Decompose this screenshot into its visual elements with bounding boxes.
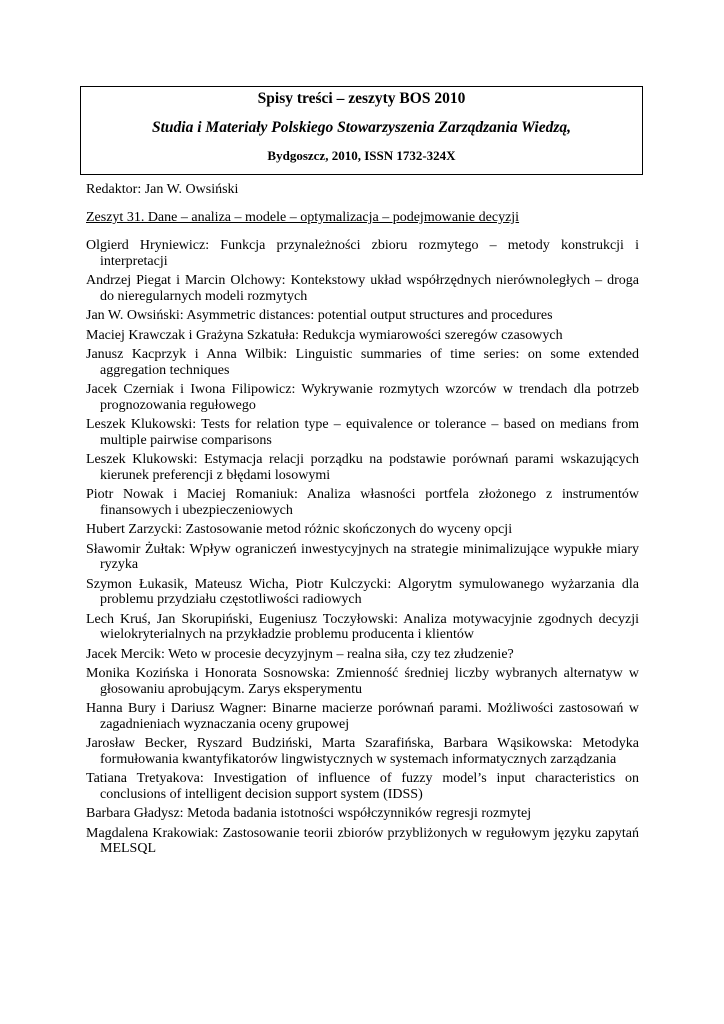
toc-entry: Sławomir Żułtak: Wpływ ograniczeń inwestycyjnych na strategie minimalizujące wypukłe miary ryzyka xyxy=(86,541,639,572)
page-title: Spisy treści – zeszyty BOS 2010 xyxy=(257,90,466,107)
toc-entry: Hanna Bury i Dariusz Wagner: Binarne macierze porównań parami. Możliwości zastosowań w zagadnieniach wyznaczania oceny grupowej xyxy=(86,701,639,732)
toc-entry: Maciej Krawczak i Grażyna Szkatuła: Redukcja wymiarowości szeregów czasowych xyxy=(86,327,563,343)
toc-entry: Jan W. Owsiński: Asymmetric distances: potential output structures and procedures xyxy=(86,308,553,323)
issue-heading: Zeszyt 31. Dane – analiza – modele – optymalizacja – podejmowanie decyzji xyxy=(86,210,520,225)
toc-entry: Jarosław Becker, Ryszard Budziński, Marta Szarafińska, Barbara Wąsikowska: Metodyka formułowania kwantyfikatorów lingwistycznych w systemach informatycznych zarządzania xyxy=(86,736,639,767)
toc-entry: Olgierd Hryniewicz: Funkcja przynależności zbioru rozmytego – metody konstrukcji i interpretacji xyxy=(86,238,639,269)
toc-entry: Magdalena Krakowiak: Zastosowanie teorii zbiorów przybliżonych w regułowym języku zapytań MELSQL xyxy=(86,825,639,856)
toc-entry: Piotr Nowak i Maciej Romaniuk: Analiza własności portfela złożonego z instrumentów finansowych i ubezpieczeniowych xyxy=(86,487,639,518)
editor-line: Redaktor: Jan W. Owsiński xyxy=(86,182,239,197)
toc-entry: Jacek Mercik: Weto w procesie decyzyjnym – realna siła, czy tez złudzenie? xyxy=(86,646,514,662)
toc-entry: Tatiana Tretyakova: Investigation of influence of fuzzy model’s input characteristics on conclusions of intelligent decision support system (IDSS) xyxy=(86,771,639,802)
toc-entry: Andrzej Piegat i Marcin Olchowy: Kontekstowy układ współrzędnych nierównoległych – droga do nieregularnych modeli rozmytych xyxy=(86,273,639,304)
publication-meta: Bydgoszcz, 2010, ISSN 1732-324X xyxy=(267,148,456,163)
header-box xyxy=(80,86,643,175)
toc-entry: Jacek Czerniak i Iwona Filipowicz: Wykrywanie rozmytych wzorców w trendach dla potrzeb prognozowania regułowego xyxy=(86,382,639,413)
toc-entry: Lech Kruś, Jan Skorupiński, Eugeniusz Toczyłowski: Analiza motywacyjnie zgodnych decyzji wielokryterialnych na przykładzie problemu producenta i klientów xyxy=(86,611,639,642)
toc-entry: Hubert Zarzycki: Zastosowanie metod różnic skończonych do wyceny opcji xyxy=(86,522,513,537)
table-of-contents xyxy=(86,238,639,861)
toc-entry: Janusz Kacprzyk i Anna Wilbik: Linguistic summaries of time series: on some extended aggregation techniques xyxy=(86,347,639,378)
toc-entry: Leszek Klukowski: Tests for relation type – equivalence or tolerance – based on medians from multiple pairwise comparisons xyxy=(86,417,639,448)
toc-entry: Monika Kozińska i Honorata Sosnowska: Zmienność średniej liczby wybranych alternatyw w głosowaniu aprobującym. Zarys eksperymentu xyxy=(86,666,639,697)
toc-entry: Szymon Łukasik, Mateusz Wicha, Piotr Kulczycki: Algorytm symulowanego wyżarzania dla problemu przydziału częstotliwości radiowych xyxy=(86,576,639,607)
toc-entry: Barbara Gładysz: Metoda badania istotności współczynników regresji rozmytej xyxy=(86,806,532,821)
toc-entry: Leszek Klukowski: Estymacja relacji porządku na podstawie porównań parami wskazujących kierunek preferencji z błędami losowymi xyxy=(86,452,639,483)
series-subtitle: Studia i Materiały Polskiego Stowarzyszenia Zarządzania Wiedzą, xyxy=(152,119,571,136)
